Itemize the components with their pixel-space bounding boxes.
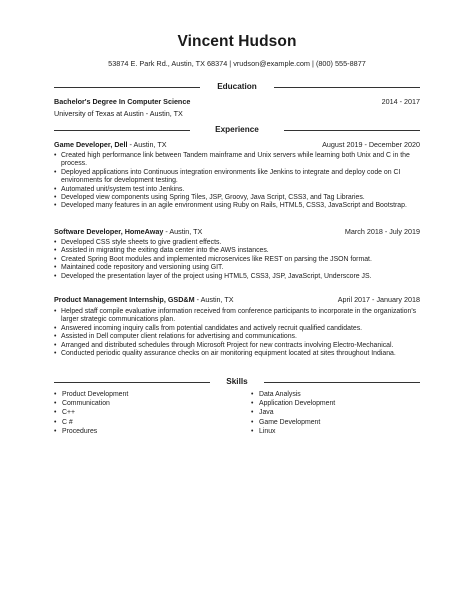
job-dates: August 2019 - December 2020	[322, 140, 420, 149]
job-location: - Austin, TX	[163, 227, 203, 236]
list-item: • Assisted in migrating the exiting data center into the AWS instances.	[54, 247, 420, 255]
job-title: Product Management Internship, GSD&M	[54, 295, 195, 304]
education-school: University of Texas at Austin - Austin, TX	[54, 109, 183, 118]
job-location: - Austin, TX	[194, 295, 234, 304]
job-dates: April 2017 - January 2018	[337, 295, 420, 304]
degree: Bachelor's Degree In Computer Science	[54, 97, 191, 106]
divider-line	[274, 87, 420, 88]
divider-line	[284, 130, 420, 131]
job-bullets	[54, 308, 420, 358]
job-bullets	[54, 239, 420, 281]
candidate-name: Vincent Hudson	[177, 33, 297, 50]
divider-line	[264, 382, 420, 383]
list-item: • Conducted periodic quality assurance checks on air monitoring equipment located at sites throughout Indiana.	[54, 350, 420, 358]
job-header-row	[54, 295, 420, 304]
list-item: • Deployed applications into Continuous integration environments like Jenkins to integrate and deploy code on CI environments for development testing.	[54, 169, 420, 186]
job-title: Software Developer, HomeAway	[54, 227, 164, 236]
education-degree-row	[54, 97, 420, 106]
list-item: • Answered incoming inquiry calls from potential candidates and actively recruit qualified candidates.	[54, 325, 420, 333]
skill-item: • C++	[54, 408, 234, 417]
job-title: Game Developer, Dell	[54, 140, 128, 149]
skill-item: • Game Development	[251, 418, 421, 427]
list-item: • Maintained code repository and versioning using GIT.	[54, 264, 420, 272]
list-item: • Helped staff compile evaluative information received from conference participants to incorporate in the organization's larger strategic communications plan.	[54, 308, 420, 325]
section-title: Skills	[226, 377, 248, 386]
list-item: • Developed the presentation layer of the project using HTML5, CSS3, JSP, JavaScript, Underscore JS.	[54, 273, 420, 281]
skill-item: • Java	[251, 408, 421, 417]
section-title: Experience	[215, 125, 259, 134]
education-dates: 2014 - 2017	[381, 97, 420, 106]
contact-line: 53874 E. Park Rd., Austin, TX 68374 | vrudson@example.com | (800) 555-8877	[108, 59, 366, 68]
education-header	[54, 82, 420, 92]
skill-item: • Application Development	[251, 399, 421, 408]
job-location: - Austin, TX	[127, 140, 167, 149]
list-item: • Assisted in Dell computer client relations for advertising and communications.	[54, 333, 420, 341]
job-dates: March 2018 - July 2019	[344, 227, 420, 236]
skill-item: • Product Development	[54, 390, 234, 399]
list-item: • Developed CSS style sheets to give gradient effects.	[54, 239, 420, 247]
experience-header	[54, 125, 420, 135]
list-item: • Developed view components using Spring Tiles, JSP, Groovy, Java Script, CSS3, and Tag Libraries.	[54, 194, 420, 202]
list-item: • Developed many features in an agile environment using Ruby on Rails, HTML5, CSS3, JavaScript and Bootstrap.	[54, 202, 420, 210]
list-item: • Arranged and distributed schedules through Microsoft Project for new contracts involving Electro-Mechanical.	[54, 342, 420, 350]
job-header-row	[54, 140, 420, 149]
skill-item: • Data Analysis	[251, 390, 421, 399]
skill-item: • C #	[54, 418, 234, 427]
list-item: • Created high performance link between Tandem mainframe and Unix servers while learning both Unix and C in the process.	[54, 152, 420, 169]
job-bullets	[54, 152, 420, 211]
skill-item: • Communication	[54, 399, 234, 408]
skill-item: • Procedures	[54, 427, 234, 436]
skills-header	[54, 377, 420, 387]
skills-list-left	[54, 390, 234, 436]
skill-item: • Linux	[251, 427, 421, 436]
list-item: • Created Spring Boot modules and implemented microservices like REST on parsing the JSON format.	[54, 256, 420, 264]
job-header-row	[54, 227, 420, 236]
skills-list-right	[251, 390, 421, 436]
list-item: • Automated unit/system test into Jenkins.	[54, 186, 420, 194]
section-title: Education	[217, 82, 257, 91]
